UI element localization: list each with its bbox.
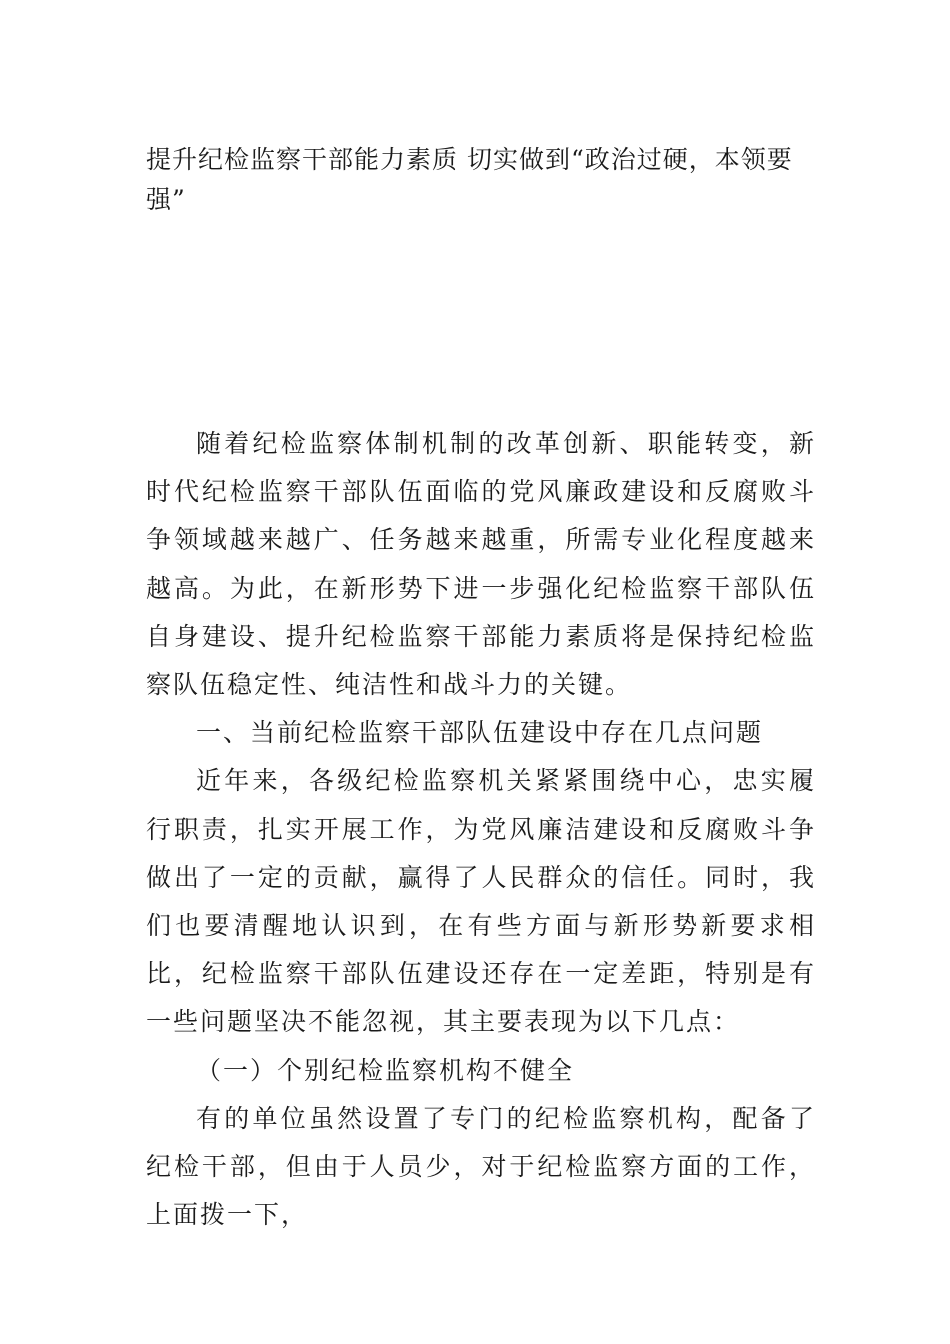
document-body bbox=[146, 420, 816, 1239]
paragraph-subsection-1: 有的单位虽然设置了专门的纪检监察机构，配备了纪检干部，但由于人员少，对于纪检监察方面的工作，上面拨一下， bbox=[146, 1103, 816, 1230]
paragraph-section-1: 近年来，各级纪检监察机关紧紧围绕中心，忠实履行职责，扎实开展工作，为党风廉洁建设和反腐败斗争做出了一定的贡献，赢得了人民群众的信任。同时，我们也要清醒地认识到，在有些方面与新形势新要求相比，纪检监察干部队伍建设还存在一定差距，特别是有一些问题坚决不能忽视，其主要表现为以下几点： bbox=[146, 766, 816, 1037]
subsection-heading-1: （一）个别纪检监察机构不健全 bbox=[196, 1055, 575, 1085]
document-title: 提升纪检监察干部能力素质 切实做到“政治过硬，本领要强” bbox=[146, 145, 793, 214]
paragraph-intro: 随着纪检监察体制机制的改革创新、职能转变，新时代纪检监察干部队伍面临的党风廉政建设和反腐败斗争领域越来越广、任务越来越重，所需专业化程度越来越高。为此，在新形势下进一步强化纪检监察干部队伍自身建设、提升纪检监察干部能力素质将是保持纪检监察队伍稳定性、纯洁性和战斗力的关键。 bbox=[146, 429, 816, 700]
section-heading-1: 一、当前纪检监察干部队伍建设中存在几点问题 bbox=[196, 718, 764, 748]
